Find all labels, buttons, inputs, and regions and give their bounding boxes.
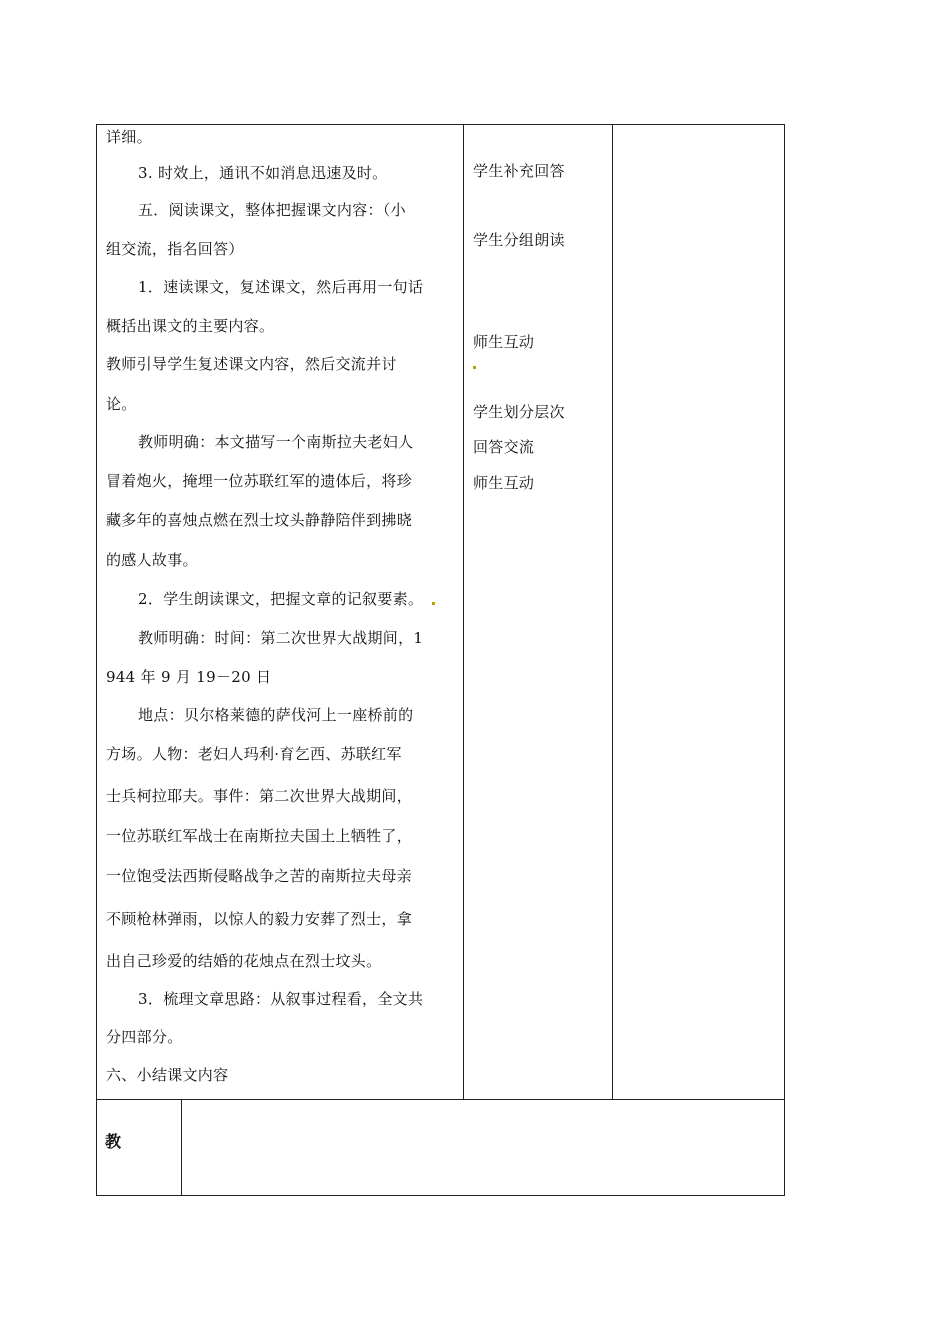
lower-column-divider: [181, 1099, 182, 1196]
main-line: 教师明确：时间：第二次世界大战期间，1: [138, 629, 424, 647]
student-activity: 学生分组朗读: [473, 231, 565, 249]
main-line: 一位苏联红军战士在南斯拉夫国土上牺牲了，: [106, 827, 413, 845]
main-line: 不顾枪林弹雨，以惊人的毅力安葬了烈士，拿: [106, 910, 413, 928]
main-line: 六、小结课文内容: [106, 1066, 229, 1084]
main-line: 组交流，指名回答）: [106, 240, 244, 258]
main-line: 的感人故事。: [106, 551, 198, 569]
main-line: 方场。人物：老妇人玛利·育乞西、苏联红军: [106, 745, 402, 763]
main-line: 论。: [106, 395, 137, 413]
bottom-row-label: 教: [105, 1132, 122, 1151]
column-divider-1: [463, 124, 464, 1100]
student-activity: 学生划分层次: [473, 403, 565, 421]
student-activity: 学生补充回答: [473, 162, 565, 180]
main-line: 冒着炮火，掩埋一位苏联红军的遗体后，将珍: [106, 472, 413, 490]
student-activity: 师生互动: [473, 333, 535, 351]
main-line: 出自己珍爱的结婚的花烛点在烈士坟头。: [106, 952, 382, 970]
main-line: 五．阅读课文，整体把握课文内容：（小: [138, 201, 406, 219]
student-activity: 师生互动: [473, 474, 535, 492]
main-line: 藏多年的喜烛点燃在烈士坟头静静陪伴到拂晓: [106, 511, 413, 529]
main-line: 教师引导学生复述课文内容，然后交流并讨: [106, 355, 397, 373]
main-line: 分四部分。: [106, 1028, 183, 1046]
main-line: 2．学生朗读课文，把握文章的记叙要素。: [138, 590, 424, 608]
main-line: 士兵柯拉耶夫。事件：第二次世界大战期间，: [106, 787, 413, 805]
mark-dot: [432, 602, 435, 605]
main-line: 一位饱受法西斯侵略战争之苦的南斯拉夫母亲: [106, 867, 413, 885]
main-line: 3. 时效上，通讯不如消息迅速及时。: [138, 164, 388, 182]
main-line: 地点：贝尔格莱德的萨伐河上一座桥前的: [138, 706, 414, 724]
main-line: 1．速读课文，复述课文，然后再用一句话: [138, 278, 424, 296]
main-line: 944 年 9 月 19－20 日: [106, 668, 272, 686]
main-line: 教师明确：本文描写一个南斯拉夫老妇人: [138, 433, 414, 451]
main-line: 概括出课文的主要内容。: [106, 317, 275, 335]
lesson-table-lower: [96, 1099, 785, 1196]
mark-dot: [473, 366, 476, 369]
student-activity: 回答交流: [473, 438, 535, 456]
main-line: 详细。: [106, 128, 152, 146]
main-line: 3．梳理文章思路：从叙事过程看，全文共: [138, 990, 424, 1008]
column-divider-2: [612, 124, 613, 1100]
